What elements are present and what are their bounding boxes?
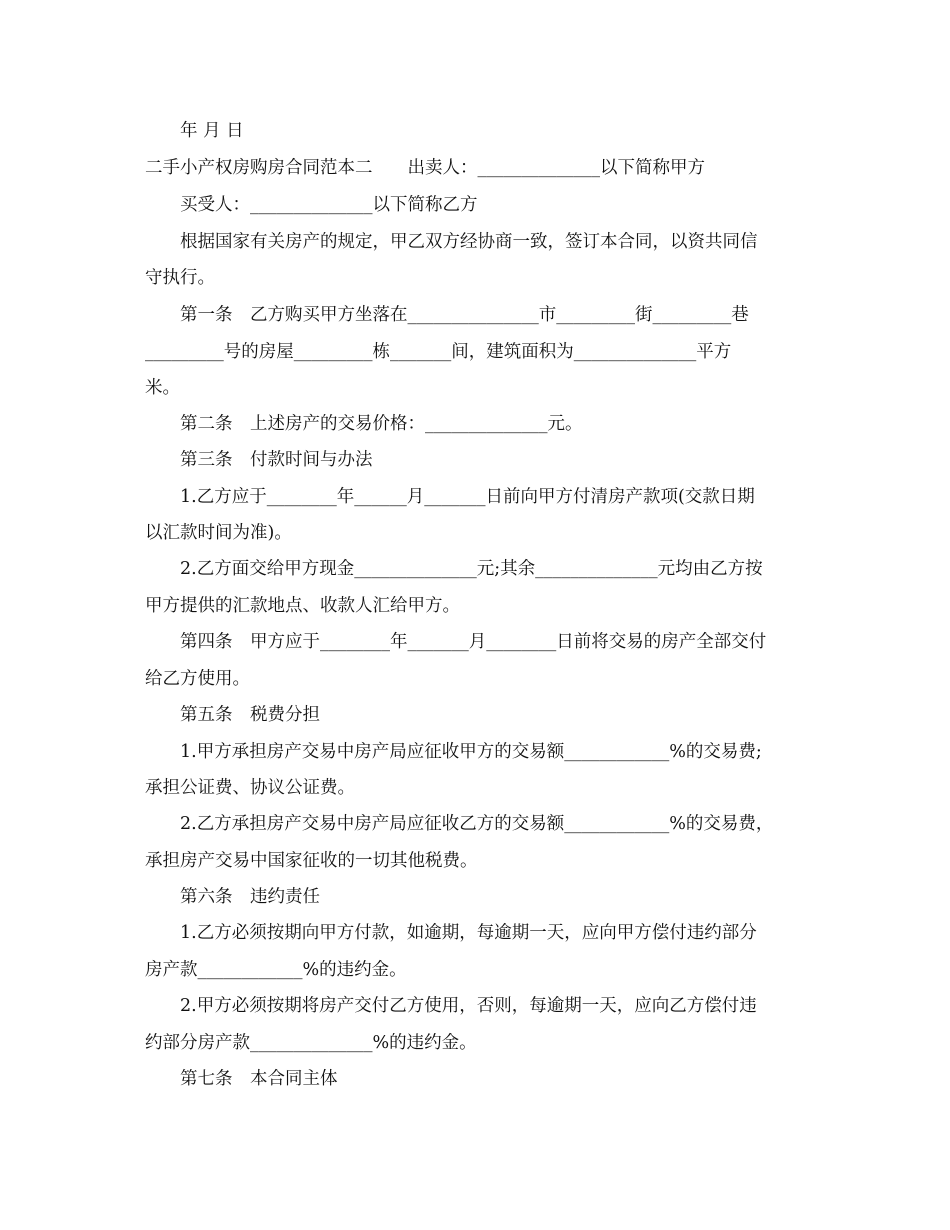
- article-5-heading: 第五条 税费分担: [180, 705, 320, 725]
- title-seller-line: 二手小产权房购房合同范本二 出卖人：______________以下简称甲方: [145, 158, 705, 178]
- article-1-cont: _________号的房屋_________栋_______间，建筑面积为______________平方: [145, 342, 732, 362]
- paragraph-intro-cont: 守执行。: [145, 268, 215, 288]
- article-1: 第一条 乙方购买甲方坐落在_______________市_________街_________巷: [180, 305, 749, 325]
- article-3-item-1: 1.乙方应于________年______月_______日前向甲方付清房产款项(交款日期: [180, 487, 755, 507]
- article-4-cont: 给乙方使用。: [145, 669, 250, 689]
- article-3-heading: 第三条 付款时间与办法: [180, 450, 373, 470]
- article-3-item-2: 2.乙方面交给甲方现金______________元;其余______________元均由乙方按: [180, 559, 763, 579]
- article-5-item-1-cont: 承担公证费、协议公证费。: [145, 778, 355, 798]
- article-5-item-1: 1.甲方承担房产交易中房产局应征收甲方的交易额____________%的交易费;: [180, 742, 762, 762]
- article-5-item-2-cont: 承担房产交易中国家征收的一切其他税费。: [145, 851, 478, 871]
- article-6-item-1: 1.乙方必须按期向甲方付款，如逾期，每逾期一天，应向甲方偿付违约部分: [180, 923, 757, 943]
- paragraph-intro: 根据国家有关房产的规定，甲乙双方经协商一致，签订本合同，以资共同信: [180, 232, 758, 252]
- date-line: 年 月 日: [180, 121, 244, 141]
- article-6-item-2: 2.甲方必须按期将房产交付乙方使用，否则，每逾期一天，应向乙方偿付违: [180, 996, 757, 1016]
- article-3-item-2-cont: 甲方提供的汇款地点、收款人汇给甲方。: [145, 596, 460, 616]
- article-1-cont-2: 米。: [145, 378, 180, 398]
- article-7-heading: 第七条 本合同主体: [180, 1069, 338, 1089]
- article-6-heading: 第六条 违约责任: [180, 887, 320, 907]
- article-3-item-1-cont: 以汇款时间为准)。: [145, 523, 292, 543]
- article-4: 第四条 甲方应于________年_______月________日前将交易的房产全部交付: [180, 632, 767, 652]
- article-6-item-1-cont: 房产款____________%的违约金。: [145, 960, 407, 980]
- article-2: 第二条 上述房产的交易价格：______________元。: [180, 414, 583, 434]
- article-5-item-2: 2.乙方承担房产交易中房产局应征收乙方的交易额____________%的交易费，: [180, 814, 774, 834]
- article-6-item-2-cont: 约部分房产款______________%的违约金。: [145, 1033, 477, 1053]
- buyer-line: 买受人：______________以下简称乙方: [180, 195, 478, 215]
